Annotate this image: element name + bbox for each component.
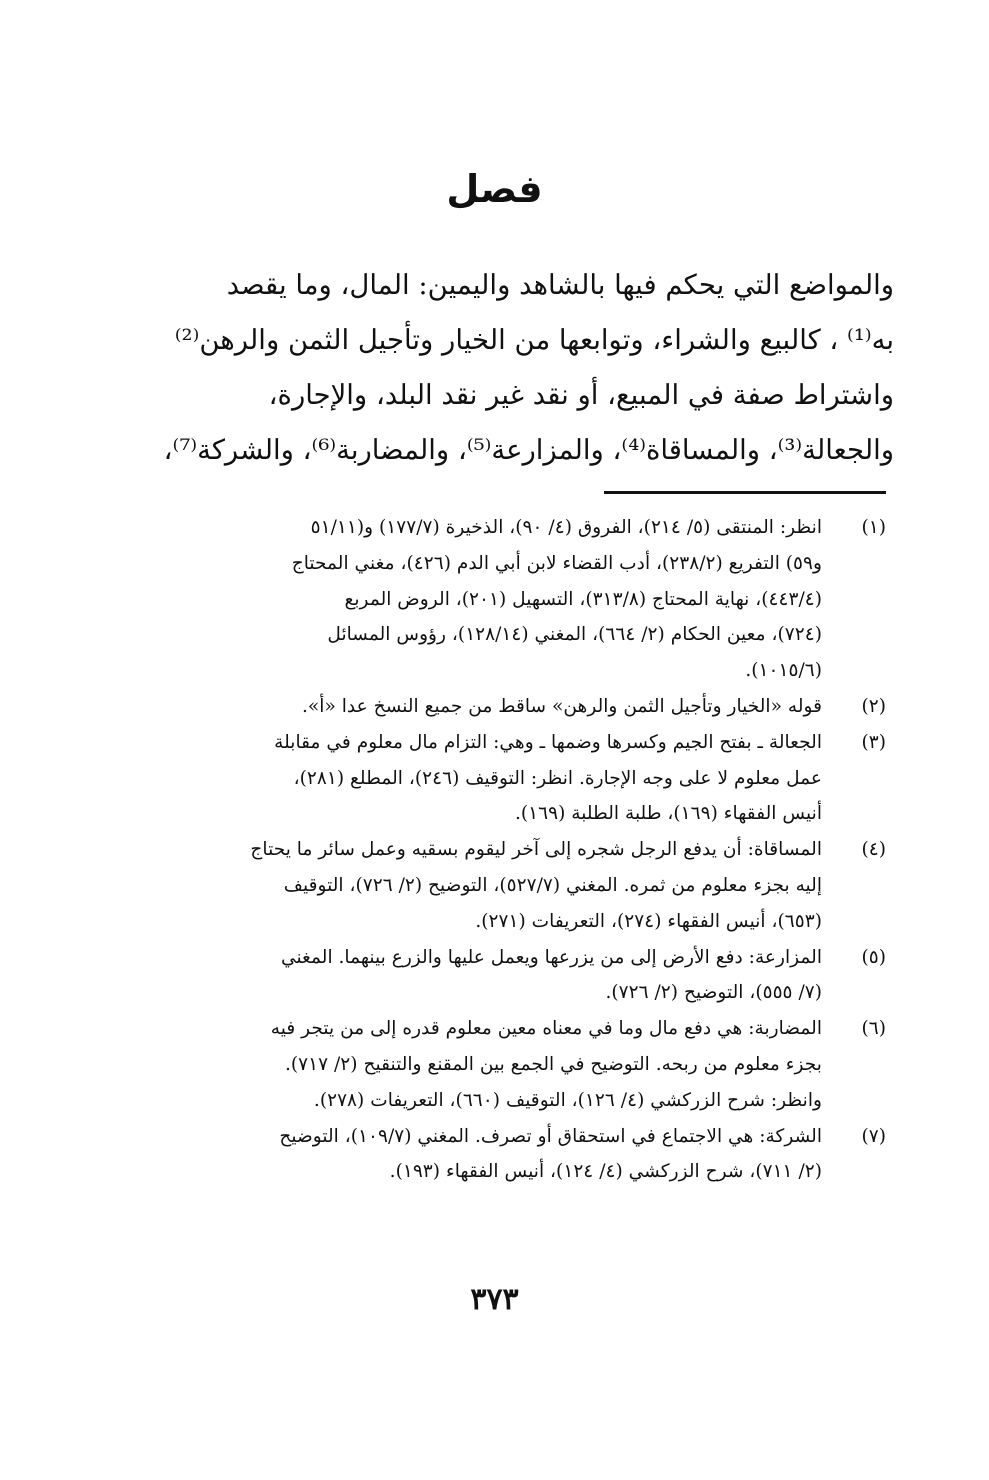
footnote-line: الشركة: هي الاجتماع في استحقاق أو تصرف. المغني (١٠٩/٧)، التوضيح bbox=[279, 1125, 822, 1147]
footnote-separator bbox=[604, 491, 886, 494]
footnote-line: (٧/ ٥٥٥)، التوضيح (٢/ ٧٢٦). bbox=[605, 982, 822, 1004]
footnote-number: (٢) bbox=[861, 695, 886, 717]
footnote-line: عمل معلوم لا على وجه الإجارة. انظر: التوقيف (٢٤٦)، المطلع (٢٨١)، bbox=[293, 767, 822, 789]
footnote-1 bbox=[124, 510, 886, 689]
footnote-number: (٥) bbox=[861, 946, 886, 968]
footnote-line: المزارعة: دفع الأرض إلى من يزرعها ويعمل عليها والزرع بينهما. المغني bbox=[280, 946, 822, 968]
footnote-number: (٧) bbox=[861, 1125, 886, 1147]
footnote-line: (٦٥٣)، أنيس الفقهاء (٢٧٤)، التعريفات (٢٧١). bbox=[475, 910, 822, 932]
footnote-line: المساقاة: أن يدفع الرجل شجره إلى آخر ليقوم بسقيه وعمل سائر ما يحتاج bbox=[250, 839, 822, 861]
page-number: ٣٧٣ bbox=[470, 1282, 519, 1317]
footnote-4 bbox=[124, 832, 886, 939]
main-text-line: به⁽¹⁾ ، كالبيع والشراء، وتوابعها من الخيار وتأجيل الثمن والرهن⁽²⁾ bbox=[174, 324, 894, 356]
footnote-5 bbox=[124, 940, 886, 1012]
footnote-line: (٤٤٣/٤)، نهاية المحتاج (٣١٣/٨)، التسهيل (٢٠١)، الروض المربع bbox=[344, 588, 822, 610]
footnote-line: أنيس الفقهاء (١٦٩)، طلبة الطلبة (١٦٩). bbox=[514, 803, 822, 825]
footnote-line: قوله «الخيار وتأجيل الثمن والرهن» ساقط من جميع النسخ عدا «أ». bbox=[302, 695, 822, 717]
footnote-3 bbox=[124, 725, 886, 832]
footnote-line: انظر: المنتقى (٥/ ٢١٤)، الفروق (٤/ ٩٠)، الذخيرة (١٧٧/٧) و(٥١/١١ bbox=[310, 517, 822, 538]
footnote-line: الجعالة ـ بفتح الجيم وكسرها وضمها ـ وهي: التزام مال معلوم في مقابلة bbox=[274, 731, 822, 753]
footnote-line: و٥٩) التفريع (٢٣٨/٢)، أدب القضاء لابن أبي الدم (٤٢٦)، مغني المحتاج bbox=[291, 552, 822, 574]
footnote-line: بجزء معلوم من ربحه. التوضيح في الجمع بين المقنع والتنقيح (٢/ ٧١٧). bbox=[284, 1053, 822, 1075]
main-text-line: واشتراط صفة في المبيع، أو نقد غير نقد البلد، والإجارة، bbox=[268, 379, 894, 411]
footnote-line: (٧٢٤)، معين الحكام (٢/ ٦٦٤)، المغني (١٢٨/١٤)، رؤوس المسائل bbox=[327, 624, 822, 646]
footnote-line: (١٠١٥/٦). bbox=[745, 660, 822, 682]
footnote-7 bbox=[124, 1119, 886, 1191]
footnote-number: (٤) bbox=[861, 839, 886, 861]
footnote-2 bbox=[124, 689, 886, 725]
footnote-number: (١) bbox=[861, 517, 886, 538]
footnote-6 bbox=[124, 1011, 886, 1118]
main-text bbox=[124, 258, 894, 478]
footnote-line: إليه بجزء معلوم من ثمره. المغني (٥٢٧/٧)، التوضيح (٢/ ٧٢٦)، التوقيف bbox=[283, 874, 822, 896]
footnote-number: (٦) bbox=[861, 1018, 886, 1040]
footnote-number: (٣) bbox=[861, 731, 886, 753]
main-text-line: والمواضع التي يحكم فيها بالشاهد واليمين: المال، وما يقصد bbox=[226, 269, 894, 301]
footnote-line: وانظر: شرح الزركشي (٤/ ١٢٦)، التوقيف (٦٦٠)، التعريفات (٢٧٨). bbox=[313, 1089, 822, 1111]
section-heading: فصل bbox=[446, 167, 543, 211]
main-text-line: والجعالة⁽³⁾، والمساقاة⁽⁴⁾، والمزارعة⁽⁵⁾، والمضاربة⁽⁶⁾، والشركة⁽⁷⁾، bbox=[163, 434, 894, 466]
footnote-line: المضاربة: هي دفع مال وما في معناه معين معلوم قدره إلى من يتجر فيه bbox=[270, 1018, 822, 1040]
footnotes bbox=[124, 510, 886, 1190]
footnote-line: (٢/ ٧١١)، شرح الزركشي (٤/ ١٢٤)، أنيس الفقهاء (١٩٣). bbox=[389, 1161, 822, 1183]
